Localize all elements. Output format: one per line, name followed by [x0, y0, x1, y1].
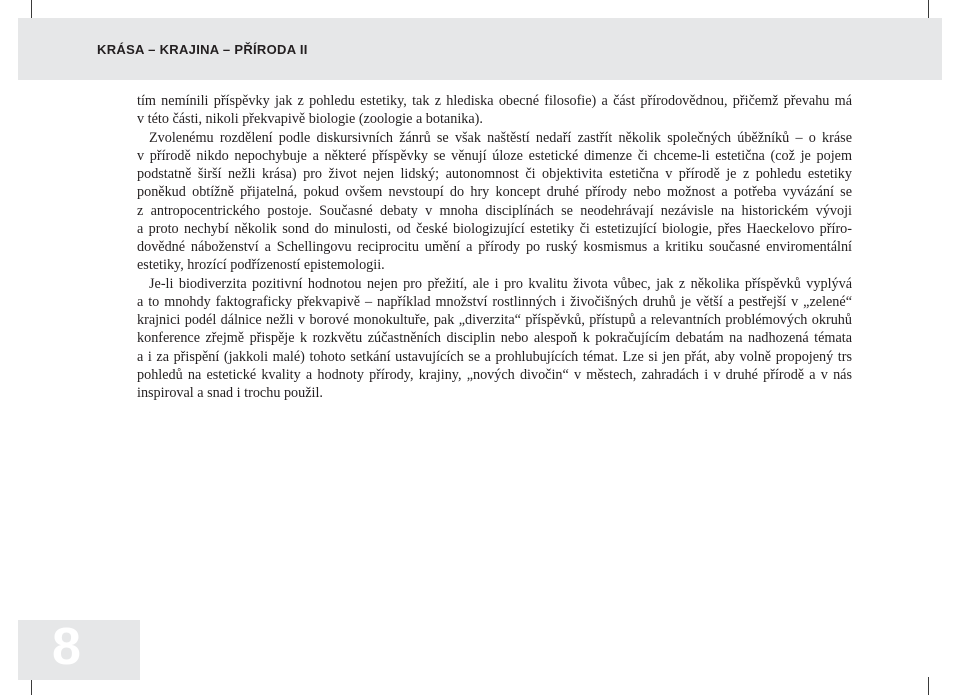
text-line: inspiroval a snad i trochu použil.: [137, 385, 323, 401]
crop-mark: [31, 0, 32, 18]
text-line: dovědné náboženství a Schellingovu reciprocitu umění a přírody po ruský kosmismus a kritiku současné enviromentální: [137, 239, 852, 255]
body-text: [137, 92, 852, 402]
running-header-title: KRÁSA – KRAJINA – PŘÍRODA II: [97, 42, 308, 57]
text-line: a proto nechybí několik sond do minulosti, od české biologizující estetiky či estetizující biologie, přes Haeckelovo příro-: [137, 220, 852, 237]
text-line: podstatně širší nežli krása) pro život nejen lidský; autonomnost či objektivita estetična v přírodě je z pohledu estetiky: [137, 166, 852, 182]
crop-mark: [928, 0, 929, 18]
text-line: z antropocentrického postoje. Současné debaty v mnoha disciplínách se neodehrávají nezávisle na historickém vývoji: [137, 202, 852, 219]
page-number: 8: [52, 618, 81, 676]
text-line: tím nemínili příspěvky jak z pohledu estetiky, tak z hlediska obecné filosofie) a část přírodovědnou, přičemž převahu má: [137, 93, 852, 109]
text-line: pohledů na estetické kvality a hodnoty přírody, krajiny, „nových divočin“ v městech, zahradách i v druhé přírodě a v nás: [137, 366, 852, 383]
text-line: v této části, nikoli překvapivě biologie (zoologie a botanika).: [137, 111, 483, 128]
text-line: Zvolenému rozdělení podle diskursivních žánrů se však naštěstí nedaří zastřít několik společných úběžníků – o kráse: [149, 129, 852, 146]
crop-mark: [928, 677, 929, 695]
text-line: Je-li biodiverzita pozitivní hodnotou nejen pro přežití, ale i pro kvalitu života vůbec, jak z několika příspěvků vyplývá: [149, 275, 852, 292]
text-line: v přírodě nikdo nepochybuje a některé příspěvky se věnují úloze estetické dimenze či chceme-li estetična (což je pojem: [137, 147, 852, 164]
paragraph: [137, 129, 852, 275]
text-line: krajnici podél dálnice nežli v borové monokultuře, pak „diverzita“ příspěvků, přístupů a relevantních problémových okruhů: [137, 312, 852, 328]
text-line: a i za přispění (jakkoli malé) tohoto setkání ustavujících se a prohlubujících témat. Lze si jen přát, aby volně propojený trs: [137, 348, 852, 365]
text-line: poněkud obtížně přijatelná, pokud ovšem nevstoupí do hry koncept druhé přírody nebo možnost a potřeba vyvázání se: [137, 184, 852, 201]
page-number-box: [18, 620, 140, 680]
text-line: estetiky, hrozící podřízeností epistemologii.: [137, 257, 385, 274]
text-line: konference zřejmě přispěje k rozkvětu zúčastněních disciplin nebo alespoň k pokračujícím debatám na nadhozená témata: [137, 330, 852, 347]
running-header: [18, 18, 942, 80]
paragraph: [137, 275, 852, 403]
paragraph: [137, 92, 852, 129]
text-line: a to mnohdy faktograficky překvapivě – například množství rostlinných i živočišných druhů je větší a pestřejší v „zelené“: [137, 293, 852, 310]
